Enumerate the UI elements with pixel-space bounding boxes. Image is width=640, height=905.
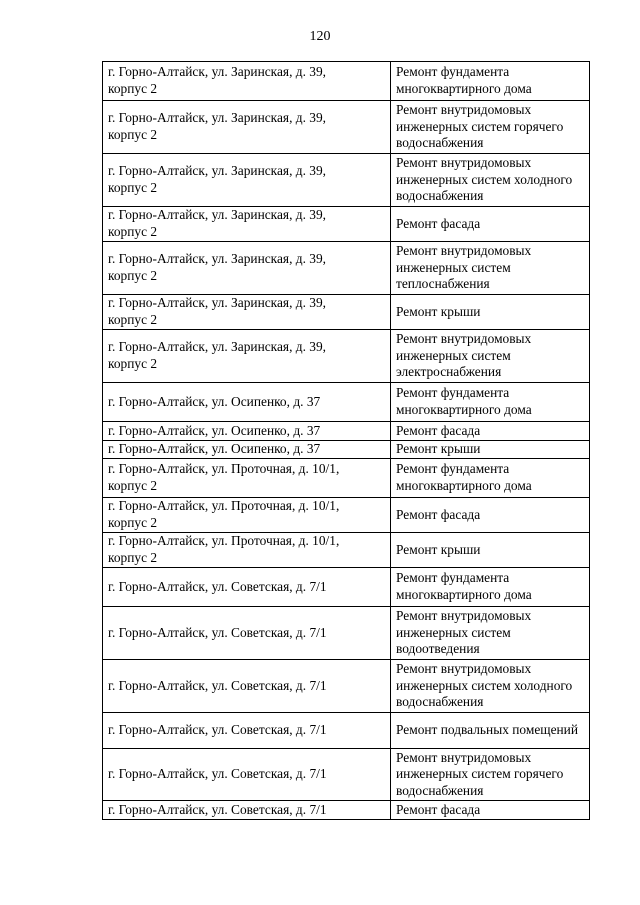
- work-type-cell: Ремонт фасада: [391, 422, 590, 441]
- table-row: [103, 660, 590, 713]
- table-row: [103, 154, 590, 207]
- work-type-cell: Ремонт фасада: [391, 207, 590, 242]
- table-row: [103, 383, 590, 422]
- work-type-cell: Ремонт фасада: [391, 801, 590, 820]
- address-cell: г. Горно-Алтайск, ул. Осипенко, д. 37: [103, 441, 391, 459]
- address-cell: г. Горно-Алтайск, ул. Заринская, д. 39, корпус 2: [103, 154, 391, 207]
- table-row: [103, 441, 590, 459]
- work-type-cell: Ремонт внутридомовых инженерных систем водоотведения: [391, 607, 590, 660]
- work-type-cell: Ремонт фундамента многоквартирного дома: [391, 62, 590, 101]
- table-row: [103, 330, 590, 383]
- address-cell: г. Горно-Алтайск, ул. Советская, д. 7/1: [103, 607, 391, 660]
- address-cell: г. Горно-Алтайск, ул. Заринская, д. 39, корпус 2: [103, 62, 391, 101]
- address-cell: г. Горно-Алтайск, ул. Осипенко, д. 37: [103, 383, 391, 422]
- work-type-cell: Ремонт крыши: [391, 533, 590, 568]
- table-row: [103, 101, 590, 154]
- work-type-cell: Ремонт фундамента многоквартирного дома: [391, 568, 590, 607]
- work-type-cell: Ремонт фундамента многоквартирного дома: [391, 383, 590, 422]
- address-cell: г. Горно-Алтайск, ул. Заринская, д. 39, корпус 2: [103, 330, 391, 383]
- address-cell: г. Горно-Алтайск, ул. Проточная, д. 10/1, корпус 2: [103, 459, 391, 498]
- table-row: [103, 207, 590, 242]
- table-row: [103, 568, 590, 607]
- table-row: [103, 459, 590, 498]
- address-cell: г. Горно-Алтайск, ул. Заринская, д. 39, корпус 2: [103, 207, 391, 242]
- work-type-cell: Ремонт подвальных помещений: [391, 713, 590, 749]
- table-row: [103, 62, 590, 101]
- table-row: [103, 422, 590, 441]
- work-type-cell: Ремонт внутридомовых инженерных систем холодного водоснабжения: [391, 660, 590, 713]
- address-cell: г. Горно-Алтайск, ул. Заринская, д. 39, корпус 2: [103, 242, 391, 295]
- address-cell: г. Горно-Алтайск, ул. Советская, д. 7/1: [103, 660, 391, 713]
- table-row: [103, 242, 590, 295]
- address-cell: г. Горно-Алтайск, ул. Советская, д. 7/1: [103, 568, 391, 607]
- address-cell: г. Горно-Алтайск, ул. Заринская, д. 39, корпус 2: [103, 101, 391, 154]
- work-type-cell: Ремонт внутридомовых инженерных систем холодного водоснабжения: [391, 154, 590, 207]
- work-type-cell: Ремонт внутридомовых инженерных систем горячего водоснабжения: [391, 749, 590, 801]
- repair-works-table-body: [103, 62, 590, 820]
- address-cell: г. Горно-Алтайск, ул. Проточная, д. 10/1, корпус 2: [103, 533, 391, 568]
- work-type-cell: Ремонт внутридомовых инженерных систем горячего водоснабжения: [391, 101, 590, 154]
- table-row: [103, 801, 590, 820]
- table-row: [103, 295, 590, 330]
- table-row: [103, 607, 590, 660]
- work-type-cell: Ремонт внутридомовых инженерных систем электроснабжения: [391, 330, 590, 383]
- address-cell: г. Горно-Алтайск, ул. Советская, д. 7/1: [103, 749, 391, 801]
- table-row: [103, 713, 590, 749]
- address-cell: г. Горно-Алтайск, ул. Советская, д. 7/1: [103, 713, 391, 749]
- repair-works-table: [102, 61, 590, 820]
- work-type-cell: Ремонт крыши: [391, 295, 590, 330]
- address-cell: г. Горно-Алтайск, ул. Советская, д. 7/1: [103, 801, 391, 820]
- work-type-cell: Ремонт внутридомовых инженерных систем теплоснабжения: [391, 242, 590, 295]
- work-type-cell: Ремонт крыши: [391, 441, 590, 459]
- page-number: 120: [309, 29, 331, 44]
- address-cell: г. Горно-Алтайск, ул. Заринская, д. 39, корпус 2: [103, 295, 391, 330]
- work-type-cell: Ремонт фасада: [391, 498, 590, 533]
- table-row: [103, 533, 590, 568]
- table-row: [103, 498, 590, 533]
- address-cell: г. Горно-Алтайск, ул. Осипенко, д. 37: [103, 422, 391, 441]
- address-cell: г. Горно-Алтайск, ул. Проточная, д. 10/1, корпус 2: [103, 498, 391, 533]
- table-row: [103, 749, 590, 801]
- work-type-cell: Ремонт фундамента многоквартирного дома: [391, 459, 590, 498]
